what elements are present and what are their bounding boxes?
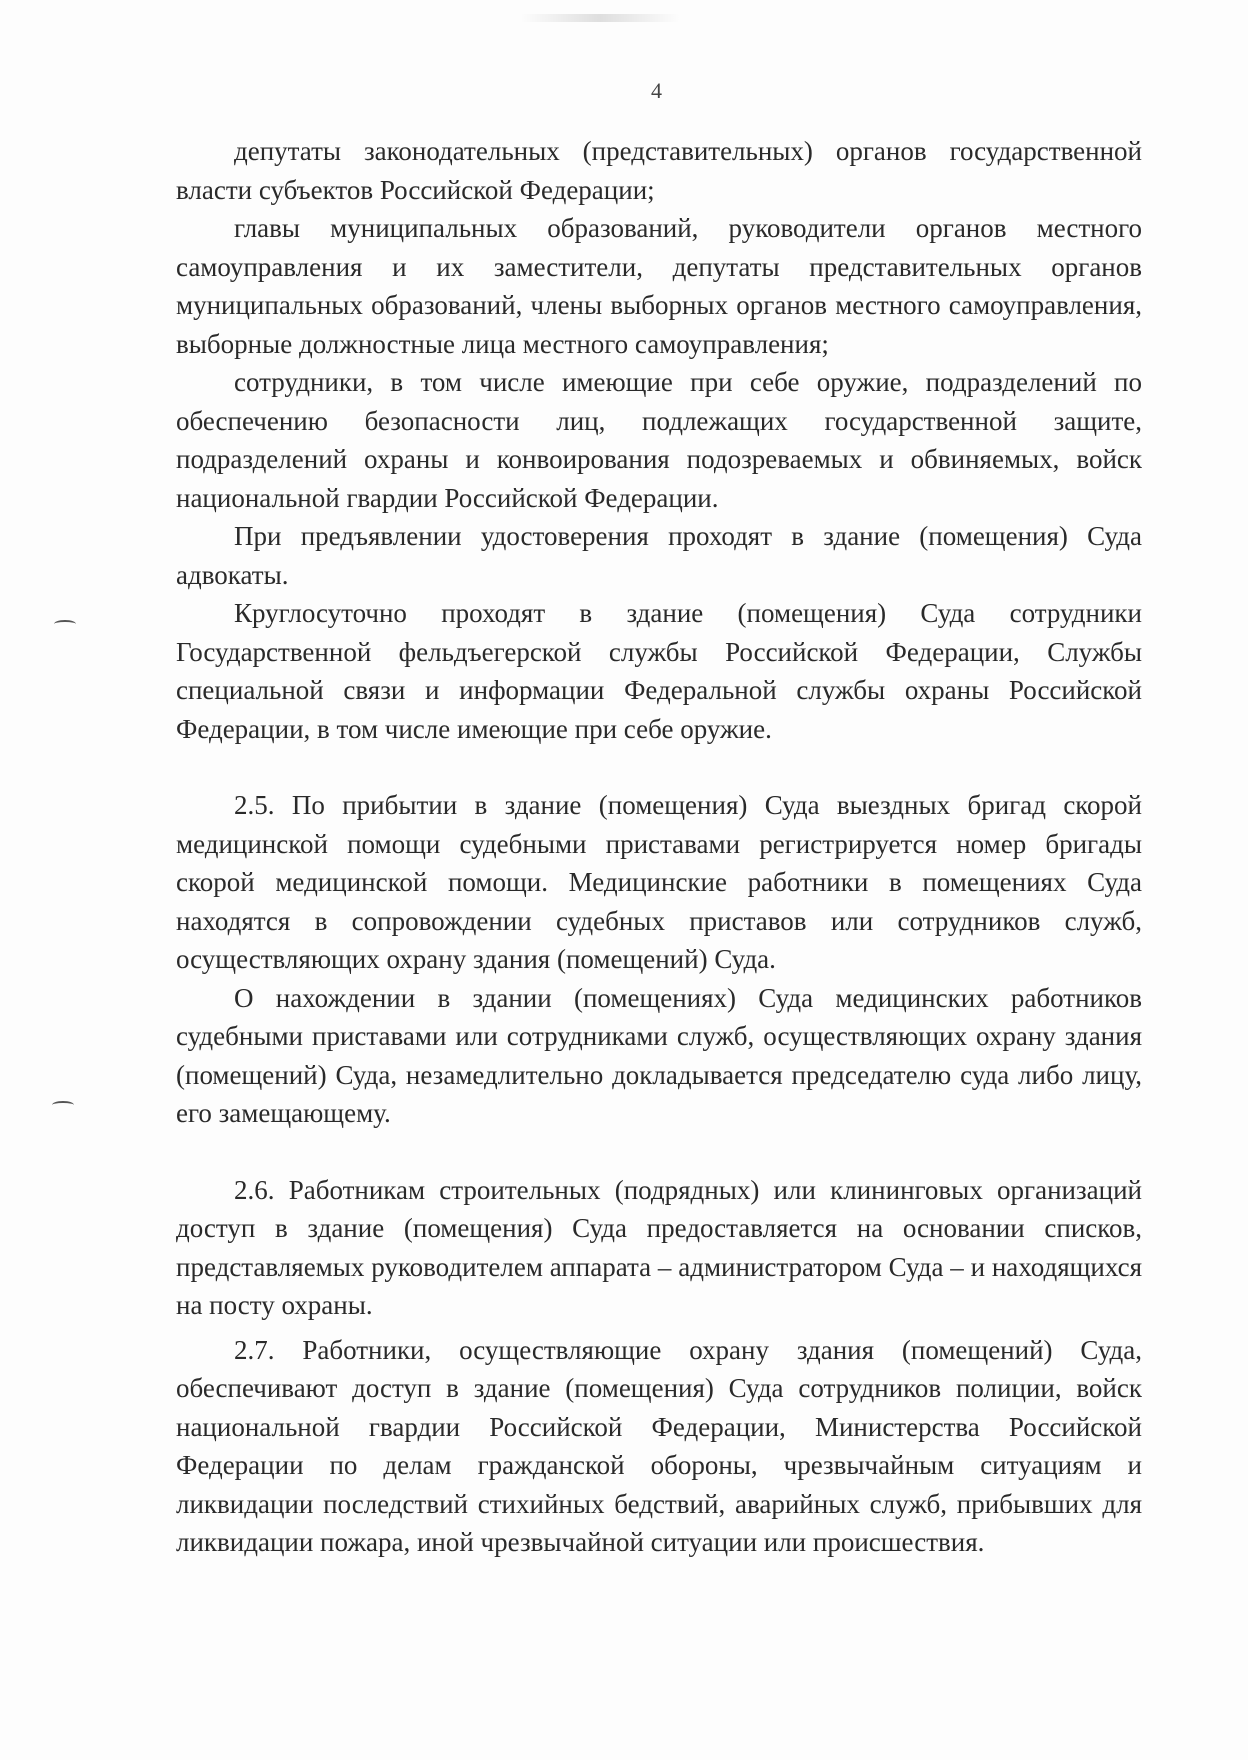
paragraph: сотрудники, в том числе имеющие при себе оружие, подразделений по обеспечению безопасности лиц, подлежащих государственной защите, подразделений охраны и конвоирования подозреваемых и обвиняемых, войск национальной гвардии Российской Федерации. [176, 367, 1142, 513]
paragraph-section-2-7: 2.7. Работники, осуществляющие охрану здания (помещений) Суда, обеспечивают доступ в здание (помещения) Суда сотрудников полиции, войск национальной гвардии Российской Федерации, Министерства Российской Федерации по делам гражданской обороны, чрезвычайным ситуациям и ликвидации последствий стихийных бедствий, аварийных служб, прибывших для ликвидации пожара, иной чрезвычайной ситуации или происшествия. [176, 1334, 1142, 1557]
paragraph-section-2-6: 2.6. Работникам строительных (подрядных) или клининговых организаций доступ в здание (помещения) Суда предоставляется на основании списков, представляемых руководителем аппарата – администратором Суда – и находящихся на посту охраны. [176, 1174, 1142, 1320]
paragraph-section-2-5: 2.5. По прибытии в здание (помещения) Суда выездных бригад скорой медицинской помощи судебными приставами регистрируется номер бригады скорой медицинской помощи. Медицинские работники в помещениях Суда находятся в сопровождении судебных приставов или сотрудников служб, осуществляющих охрану здания (помещений) Суда. [176, 790, 1142, 974]
paragraph: Круглосуточно проходят в здание (помещения) Суда сотрудники Государственной фельдъегерской службы Российской Федерации, Службы специальной связи и информации Федеральной службы охраны Российской Федерации, в том числе имеющие при себе оружие. [176, 598, 1142, 744]
scan-mark [52, 1101, 74, 1109]
paragraph: О нахождении в здании (помещениях) Суда медицинских работников судебными приставами или сотрудниками служб, осуществляющих охрану здания (помещений) Суда, незамедлительно докладывается председателю суда либо лицу, его замещающему. [176, 982, 1142, 1128]
paragraph: При предъявлении удостоверения проходят в здание (помещения) Суда адвокаты. [176, 521, 1142, 590]
paragraph: главы муниципальных образований, руководители органов местного самоуправления и их заместители, депутаты представительных органов муниципальных образований, члены выборных органов местного самоуправления, выборные должностные лица местного самоуправления; [176, 213, 1142, 359]
document-body [176, 132, 1142, 1562]
page-number: 4 [651, 78, 662, 103]
paragraph: депутаты законодательных (представительных) органов государственной власти субъектов Российской Федерации; [176, 136, 1142, 205]
scan-smudge [520, 14, 680, 22]
scan-mark [54, 620, 76, 628]
